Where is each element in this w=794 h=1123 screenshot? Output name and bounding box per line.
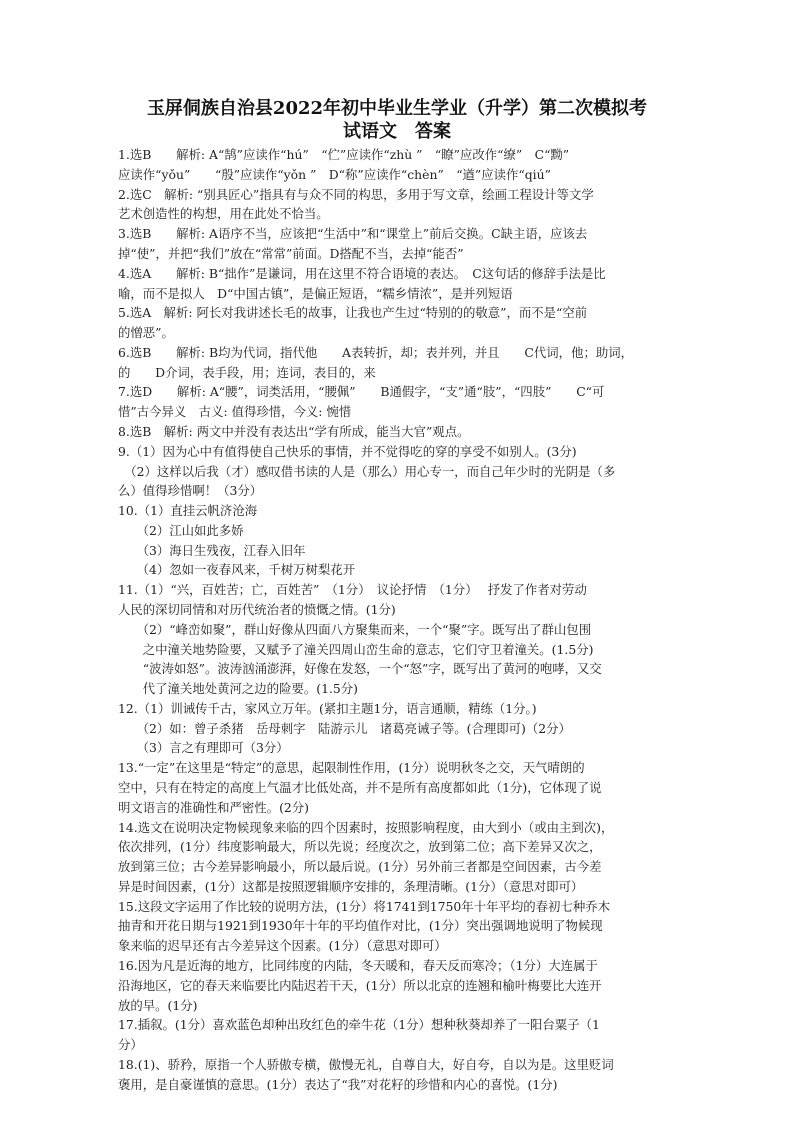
answer-line: 13.“一定”在这里是“特定”的意思，起限制性作用，(1分）说明秋冬之交，天气晴朗的 bbox=[118, 760, 585, 776]
answer-line: （2）如：曾子杀猪 岳母刺字 陆游示儿 诸葛亮诫子等。(合理即可)（2分） bbox=[118, 720, 571, 736]
answer-line: 的憎恶”。 bbox=[118, 325, 174, 340]
answer-line: 16.因为凡是近海的地方，比同纬度的内陆，冬天暖和，春天反而寒冷；（1分）大连属于 bbox=[118, 958, 598, 973]
answer-line: 5.选A 解析: 阿长对我讲述长毛的故事，让我也产生过“特别的的敬意”，而不是“空前 bbox=[118, 305, 588, 321]
answer-line: （4）忽如一夜春风来，千树万树梨花开 bbox=[118, 562, 356, 578]
answer-line: 象来临的迟早还有古今差异这个因素。(1分）（意思对即可） bbox=[118, 938, 447, 954]
answer-line: 喻，而不是拟人 D“中国古镇”，是偏正短语，“糯乡情浓”，是并列短语 bbox=[118, 285, 513, 301]
answer-line: 惜”古今异义 古义: 值得珍惜，今义: 惋惜 bbox=[118, 404, 352, 420]
answer-line: “波涛如怒”。波涛汹涌澎湃，好像在发怒，一个“怒”字，既写出了黄河的咆哮，又交 bbox=[118, 661, 602, 677]
answer-line: （2）这样以后我（才）感叹借书读的人是（那么）用心专一，而自己年少时的光阴是（多 bbox=[118, 463, 616, 479]
answer-line: 抽青和开花日期与1921到1930年十年的平均值作对比，(1分）突出强调地说明了物候现 bbox=[118, 918, 603, 934]
answer-line: 明文语言的准确性和严密性。(2分) bbox=[118, 799, 310, 815]
answer-line: 的 D介词，表手段，用；连词，表目的，来 bbox=[118, 364, 376, 380]
answer-line: 放的早。(1分) bbox=[118, 997, 198, 1013]
answer-line: 3.选B 解析: A语序不当，应该把“生活中”和“课堂上”前后交换。C缺主语，应该去 bbox=[118, 226, 588, 242]
answer-line: 掉“使”，并把“我们”放在“常常”前面。D搭配不当，去掉“能否” bbox=[118, 245, 464, 261]
answer-line: 6.选B 解析: B均为代词，指代他 A表转折，却；表并列，并且 C代词，他；助词， bbox=[118, 344, 634, 360]
answer-line: 10.（1）直挂云帆济沧海 bbox=[118, 503, 258, 518]
answer-line: 异是时间因素，(1分）这都是按照逻辑顺序安排的，条理清晰。(1分）（意思对即可） bbox=[118, 878, 584, 894]
answer-line: 8.选B 解析: 两文中并没有表达出“学有所成，能当大官”观点。 bbox=[118, 423, 470, 439]
answer-line: 1.选B 解析: A“鹄”应读作“hú” “伫”应读作“zhù ” “瞭”应改作“缭” C“黝” bbox=[118, 147, 570, 162]
answer-line: 18.(1)、骄矜，原指一个人骄傲专横，傲慢无礼，自尊自大，好自夸，自以为是。这里贬词 bbox=[118, 1056, 614, 1072]
answer-line: 人民的深切同情和对历代统治者的愤慨之情。(1分) bbox=[118, 601, 396, 617]
answer-line: 么）值得珍惜啊！（3分） bbox=[118, 483, 263, 499]
answer-line: 空中，只有在特定的高度上气温才比低处高，并不是所有高度都如此（1分)，它体现了说 bbox=[118, 780, 602, 795]
answer-line: （3）海日生残夜，江春入旧年 bbox=[118, 542, 306, 558]
answer-line: 7.选D 解析: A“腰”，词类活用，“腰佩” B通假字，“支”通“肢”，“四肢” C“可 bbox=[118, 384, 605, 400]
answer-line: 2.选C 解析: “别具匠心”指具有与众不同的构思，多用于写文章，绘画工程设计等文学 bbox=[118, 186, 594, 202]
answer-line: 褒用，是自豪谨慎的意思。(1分）表达了“我”对花籽的珍惜和内心的喜悦。(1分) bbox=[118, 1076, 558, 1092]
answer-line: 依次排列，(1分）纬度影响最大，所以先说；经度次之，放到第二位；高下差异又次之， bbox=[118, 839, 602, 855]
answer-line: 4.选A 解析: B“拙作”是谦词，用在这里不符合语境的表达。 C这句话的修辞手法是比 bbox=[118, 265, 606, 281]
answer-line: 9.（1）因为心中有值得使自己快乐的事情，并不觉得吃的穿的享受不如别人。(3分) bbox=[118, 443, 577, 459]
answer-line: 应读作“yǒu” “殷”应读作“yǒn ” D“称”应读作“chèn” “遒”应读作“qiú” bbox=[118, 166, 551, 182]
answer-line: （3）言之有理即可（3分） bbox=[118, 740, 289, 756]
answer-line: （2）江山如此多娇 bbox=[118, 522, 244, 538]
answer-line: 艺术创造性的构想，用在此处不恰当。 bbox=[118, 206, 329, 222]
answer-line: 代了潼关地处黄河之边的险要。(1.5分) bbox=[118, 681, 359, 697]
answer-line: 之中潼关地势险要，又赋予了潼关四周山峦生命的意志，它们守卫着潼关。(1.5分) bbox=[118, 641, 594, 657]
document-title: 玉屏侗族自治县2022年初中毕业生学业（升学）第二次模拟考 bbox=[146, 98, 648, 119]
document-subtitle: 试语文 答案 bbox=[343, 121, 451, 142]
answer-line: 14.选文在说明决定物候现象来临的四个因素时，按照影响程度，由大到小（或由主到次)， bbox=[118, 819, 614, 835]
answer-line: 12.（1）训诫传千古，家风立万年。(紧扣主题1分，语言通顺，精练（1分。) bbox=[118, 700, 537, 716]
answer-line: （2）“峰峦如聚”，群山好像从四面八方聚集而来，一个“聚”字。既写出了群山包围 bbox=[118, 621, 592, 637]
answer-line: 15.这段文字运用了作比较的说明方法，(1分）将1741到1750年十年平均的春初七种乔木 bbox=[118, 898, 610, 914]
answer-line: 沿海地区，它的春天来临要比内陆迟若干天，(1分）所以北京的连翘和榆叶梅要比大连开 bbox=[118, 977, 602, 993]
answer-line: 分） bbox=[118, 1037, 143, 1053]
answer-line: 17.插叙。(1分）喜欢蓝色却种出玫红色的牵牛花（1分）想种秋葵却养了一阳台粟子（1 bbox=[118, 1017, 600, 1033]
answer-line: 11.（1）“兴，百姓苦；亡，百姓苦” （1分） 议论抒情 （1分） 抒发了作者对劳动 bbox=[118, 582, 587, 598]
answer-line: 放到第三位；古今差异影响最小，所以最后说。(1分）另外前三者都是空间因素，古今差 bbox=[118, 859, 602, 875]
